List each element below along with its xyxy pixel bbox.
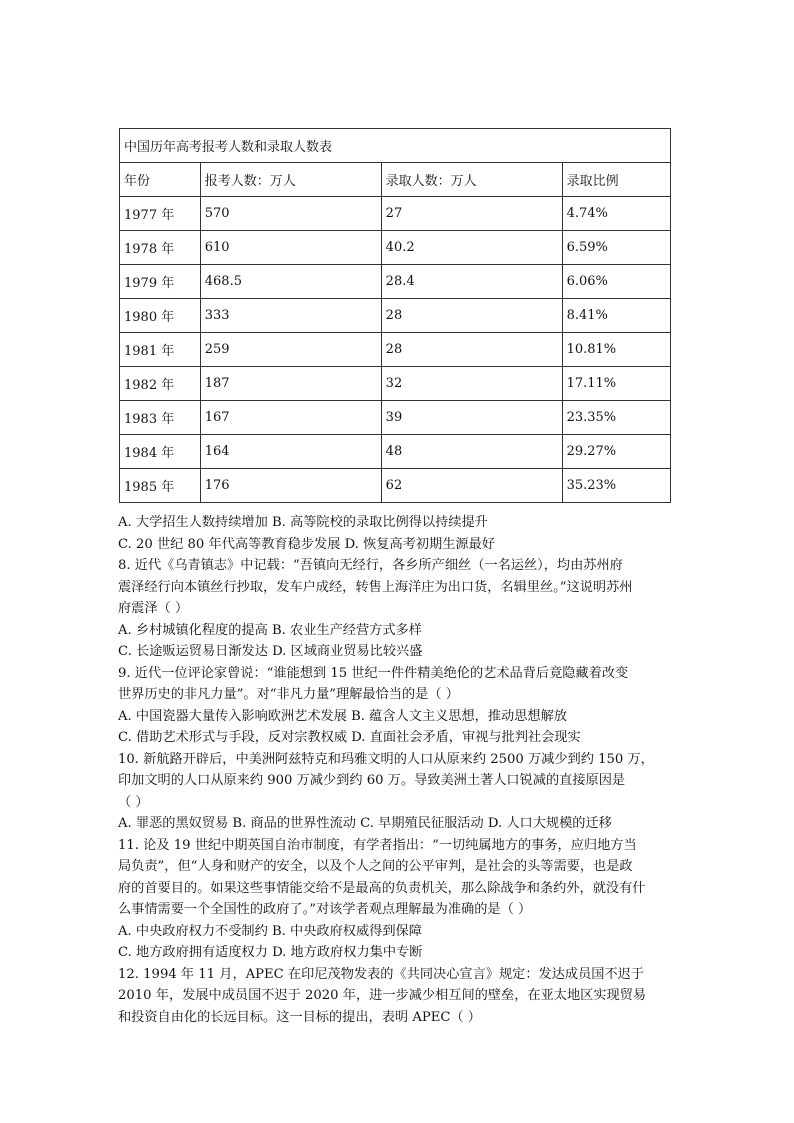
table-cell: 27 — [381, 197, 562, 231]
table-row — [120, 299, 671, 333]
text-line: 2010 年，发展中成员国不迟于 2020 年，进一步减少相互间的壁垒，在亚太地区实现贸易 — [118, 988, 647, 1003]
table-cell: 259 — [200, 333, 381, 367]
text-line: 府震泽（ ） — [118, 601, 189, 616]
text-line: C. 20 世纪 80 年代高等教育稳步发展 D. 恢复高考初期生源最好 — [118, 536, 495, 552]
table-cell: 610 — [200, 231, 381, 265]
table-cell: 35.23% — [562, 469, 670, 503]
text-line: （ ） — [118, 794, 149, 810]
table-cell: 6.06% — [562, 265, 670, 299]
table-cell: 62 — [381, 469, 562, 503]
table-cell: 1978 年 — [120, 231, 201, 265]
table-cell: 1982 年 — [120, 367, 201, 401]
table-cell: 39 — [381, 401, 562, 435]
table-cell: 10.81% — [562, 333, 670, 367]
table-cell: 176 — [200, 469, 381, 503]
table-cell: 32 — [381, 367, 562, 401]
table-cell: 28.4 — [381, 265, 562, 299]
text-line: 11. 论及 19 世纪中期英国自治市制度，有学者指出：“一切纯属地方的事务，应归地方当 — [118, 837, 637, 853]
text-line: 8. 近代《乌青镇志》中记载：“吾镇向无经行，各乡所产细丝（一名运丝），均由苏州府 — [118, 558, 623, 573]
text-line: C. 地方政府拥有适度权力 D. 地方政府权力集中专断 — [118, 945, 423, 960]
table-cell: 167 — [200, 401, 381, 435]
header-cell: 年份 — [120, 163, 201, 197]
text-line: 局负责”，但“人身和财产的安全，以及个人之间的公平审判，是社会的头等需要，也是政 — [118, 859, 633, 874]
table-cell: 570 — [200, 197, 381, 231]
table-row — [120, 469, 671, 503]
text-line: 世界历史的非凡力量”。对“非凡力量”理解最恰当的是（ ） — [118, 687, 459, 702]
text-line: 9. 近代一位评论家曾说：“谁能想到 15 世纪一件件精美绝伦的艺术品背后竟隐藏着改变 — [118, 665, 629, 681]
table-row — [120, 333, 671, 367]
table-cell: 1977 年 — [120, 197, 201, 231]
table-title: 中国历年高考报考人数和录取人数表 — [120, 129, 671, 163]
table-cell: 1980 年 — [120, 299, 201, 333]
table-row — [120, 265, 671, 299]
table-cell: 48 — [381, 435, 562, 469]
table-cell: 4.74% — [562, 197, 670, 231]
header-cell: 录取比例 — [562, 163, 670, 197]
table-cell: 1985 年 — [120, 469, 201, 503]
text-line: A. 大学招生人数持续增加 B. 高等院校的录取比例得以持续提升 — [118, 515, 488, 530]
header-cell: 报考人数：万人 — [200, 163, 381, 197]
table-title-row — [120, 129, 671, 163]
table-row — [120, 197, 671, 231]
question-text — [118, 512, 674, 1028]
table-cell: 28 — [381, 333, 562, 367]
table-cell: 468.5 — [200, 265, 381, 299]
table-row — [120, 367, 671, 401]
table-header-row — [120, 163, 671, 197]
text-line: 么事情需要一个全国性的政府了。”对该学者观点理解最为准确的是（ ） — [118, 902, 532, 917]
text-line: 和投资自由化的长远目标。这一目标的提出，表明 APEC（ ） — [118, 1009, 481, 1025]
text-line: A. 罪恶的黑奴贸易 B. 商品的世界性流动 C. 早期殖民征服活动 D. 人口大规模的迁移 — [118, 816, 612, 831]
table-cell: 29.27% — [562, 435, 670, 469]
text-line: A. 中国瓷器大量传入影响欧洲艺术发展 B. 蕴含人文主义思想，推动思想解放 — [118, 708, 567, 724]
table-cell: 333 — [200, 299, 381, 333]
table-cell: 164 — [200, 435, 381, 469]
text-line: C. 长途贩运贸易日渐发达 D. 区域商业贸易比较兴盛 — [118, 644, 423, 659]
text-line: 震泽经行向本镇丝行抄取，发车户成经，转售上海洋庄为出口货，名辑里丝。”这说明苏州 — [118, 579, 633, 595]
table-cell: 8.41% — [562, 299, 670, 333]
table-row — [120, 231, 671, 265]
table-cell: 28 — [381, 299, 562, 333]
table-cell: 1984 年 — [120, 435, 201, 469]
table-cell: 1979 年 — [120, 265, 201, 299]
text-line: 10. 新航路开辟后，中美洲阿兹特克和玛雅文明的人口从原来约 2500 万减少到约 150 万， — [118, 751, 654, 767]
table-cell: 23.35% — [562, 401, 670, 435]
admission-table — [119, 128, 671, 503]
text-line: 12. 1994 年 11 月，APEC 在印尼茂物发表的《共同决心宣言》规定：发达成员国不迟于 — [118, 966, 645, 982]
text-line: 府的首要目的。如果这些事情能交给不是最高的负责机关，那么除战争和条约外，就没有什 — [118, 880, 646, 896]
table-cell: 6.59% — [562, 231, 670, 265]
text-line: A. 中央政府权力不受制约 B. 中央政府权威得到保障 — [118, 923, 422, 939]
text-line: 印加文明的人口从原来约 900 万减少到约 60 万。导致美洲土著人口锐减的直接原因是 — [118, 773, 626, 788]
table-row — [120, 435, 671, 469]
table-cell: 1983 年 — [120, 401, 201, 435]
text-line: A. 乡村城镇化程度的提高 B. 农业生产经营方式多样 — [118, 622, 422, 638]
table-cell: 1981 年 — [120, 333, 201, 367]
table-cell: 40.2 — [381, 231, 562, 265]
table-cell: 187 — [200, 367, 381, 401]
table-cell: 17.11% — [562, 367, 670, 401]
header-cell: 录取人数：万人 — [381, 163, 562, 197]
text-line: C. 借助艺术形式与手段，反对宗教权威 D. 直面社会矛盾，审视与批判社会现实 — [118, 730, 581, 745]
table-row — [120, 401, 671, 435]
